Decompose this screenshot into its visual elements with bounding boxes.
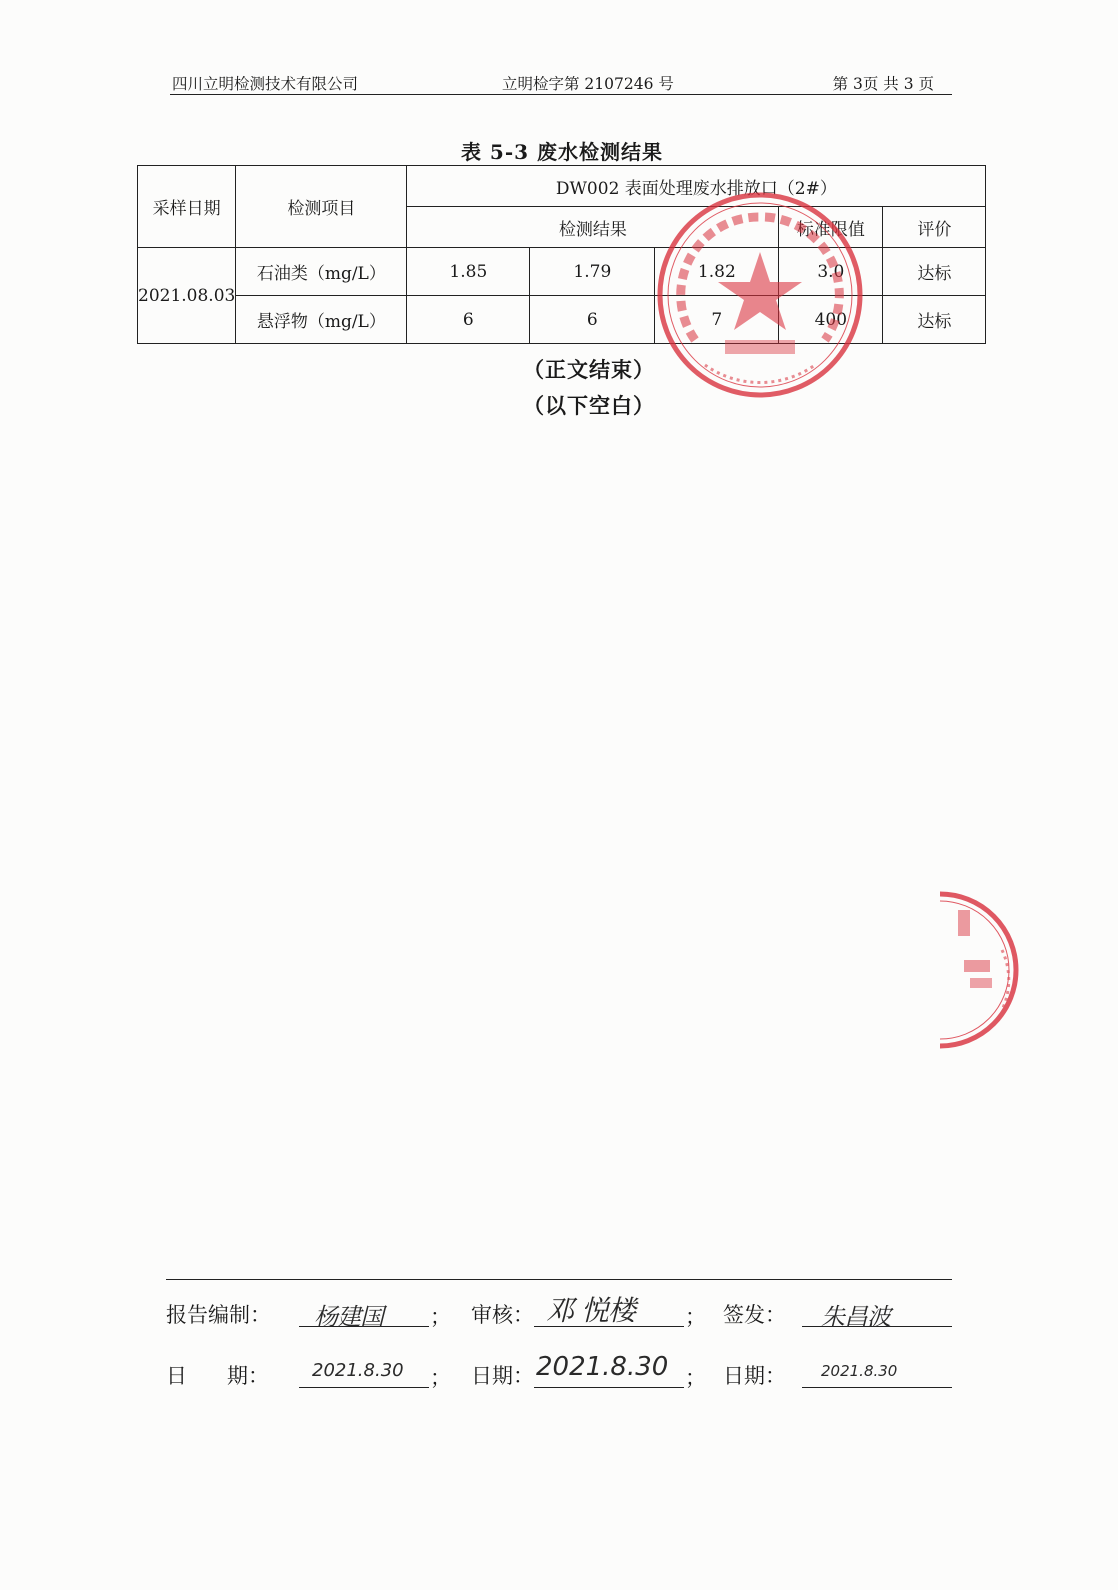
- header-location: DW002 表面处理废水排放口（2#）: [407, 166, 986, 207]
- reviewer-date: 2021.8.30: [536, 1352, 669, 1382]
- cell-item: 悬浮物（mg/L）: [236, 296, 407, 344]
- separator: ；: [430, 1366, 451, 1390]
- header-results: 检测结果: [407, 207, 779, 248]
- compiler-signature: 杨建国: [314, 1303, 383, 1331]
- end-of-text-note: （正文结束）: [523, 357, 655, 382]
- reviewer-date-line: [534, 1387, 684, 1388]
- cell-limit: 3.0: [779, 248, 883, 296]
- compiler-date-line: [299, 1387, 429, 1388]
- blank-below-note: （以下空白）: [523, 393, 655, 418]
- compiler-date: 2021.8.30: [312, 1360, 404, 1381]
- partial-seal-icon: [940, 870, 1118, 1070]
- issuer-date-label: 日期：: [723, 1364, 786, 1388]
- issuer-label: 签发：: [723, 1303, 786, 1327]
- signature-row: [166, 1295, 952, 1335]
- cell-item: 石油类（mg/L）: [236, 248, 407, 296]
- cell-date: 2021.08.03: [138, 248, 236, 344]
- header-evaluation: 评价: [883, 207, 986, 248]
- reviewer-signature: 邓 悦楼: [546, 1294, 635, 1327]
- compiler-label: 报告编制：: [166, 1303, 271, 1327]
- date-row: [166, 1352, 952, 1396]
- separator: ；: [430, 1305, 451, 1329]
- cell-evaluation: 达标: [883, 248, 986, 296]
- cell-value: 7: [655, 296, 779, 344]
- cell-value: 6: [530, 296, 655, 344]
- header-limit: 标准限值: [779, 207, 883, 248]
- cell-value: 1.85: [407, 248, 530, 296]
- issuer-date: 2021.8.30: [821, 1362, 898, 1380]
- reviewer-date-label: 日期：: [471, 1364, 534, 1388]
- header-company: 四川立明检测技术有限公司: [172, 75, 359, 93]
- separator: ；: [685, 1366, 706, 1390]
- cell-value: 1.82: [655, 248, 779, 296]
- header-test-item: 检测项目: [236, 166, 407, 248]
- table-title: 表 5-3 废水检测结果: [460, 140, 664, 164]
- page-header: [170, 72, 952, 95]
- reviewer-label: 审核：: [471, 1303, 534, 1327]
- official-seal-icon: [655, 190, 865, 400]
- issuer-signature: 朱昌波: [821, 1303, 890, 1331]
- separator: ；: [685, 1305, 706, 1329]
- compiler-date-label: 日 期：: [166, 1364, 270, 1388]
- cell-limit: 400: [779, 296, 883, 344]
- signature-divider: [166, 1279, 952, 1280]
- header-sampling-date: 采样日期: [138, 166, 236, 248]
- issuer-date-line: [802, 1387, 952, 1388]
- cell-value: 1.79: [530, 248, 655, 296]
- header-page-number: 第 3页 共 3 页: [832, 75, 934, 93]
- cell-evaluation: 达标: [883, 296, 986, 344]
- header-report-number: 立明检字第 2107246 号: [502, 75, 674, 93]
- cell-value: 6: [407, 296, 530, 344]
